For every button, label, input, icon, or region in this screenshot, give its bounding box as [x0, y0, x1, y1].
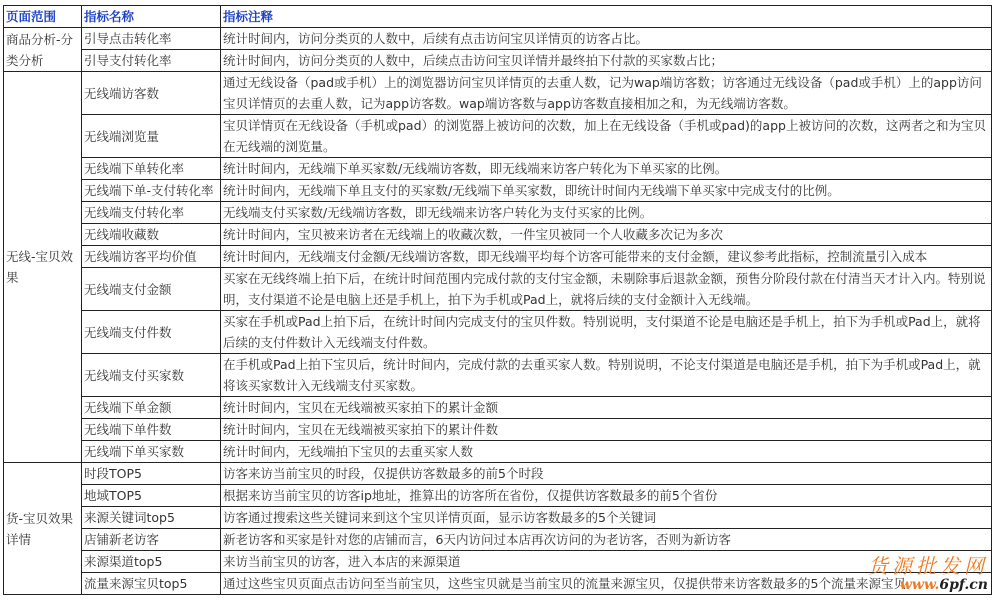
metric-name: 无线端收藏数: [82, 224, 221, 246]
metric-name: 时段TOP5: [82, 463, 221, 485]
scope-cell: 货-宝贝效果详情: [4, 463, 82, 595]
metric-description: 统计时间内，无线端下单且支付的买家数/无线端下单买家数，即统计时间内无线端下单买家中完成支付的比例。: [221, 180, 992, 202]
metric-name: 店铺新老访客: [82, 529, 221, 551]
metric-description: 买家在无线终端上拍下后，在统计时间范围内完成付款的支付宝金额，未剔除事后退款金额，预售分阶段付款在付清当天才计入内。特别说明，支付渠道不论是电脑上还是手机上，拍下为手机或Pad上，就将后续的支付金额计入无线端。: [221, 268, 992, 311]
header-metric-name: 指标名称: [82, 6, 221, 28]
scope-cell: 无线-宝贝效果: [4, 72, 82, 463]
metric-description: 统计时间内，宝贝在无线端被买家拍下的累计金额: [221, 397, 992, 419]
table-row: [4, 246, 992, 268]
metric-name: 无线端支付转化率: [82, 202, 221, 224]
metric-name: 无线端下单金额: [82, 397, 221, 419]
scope-cell: 商品分析-分类分析: [4, 28, 82, 72]
metric-name: 引导点击转化率: [82, 28, 221, 50]
table-row: [4, 311, 992, 354]
metric-description: 在手机或Pad上拍下宝贝后，统计时间内，完成付款的去重买家人数。特别说明，不论支付渠道是电脑还是手机，拍下为手机或Pad上，就将该买家数计入无线端支付买家数。: [221, 354, 992, 397]
metric-description: 统计时间内，访问分类页的人数中，后续有点击访问宝贝详情页的访客占比。: [221, 28, 992, 50]
table-row: [4, 397, 992, 419]
table-row: [4, 529, 992, 551]
metric-description: 宝贝详情页在无线设备（手机或pad）的浏览器上被访问的次数，加上在无线设备（手机或pad)的app上被访问的次数，这两者之和为宝贝在无线端的浏览量。: [221, 115, 992, 158]
metric-description: 访客通过搜索这些关键词来到这个宝贝详情页面，显示访客数最多的5个关键词: [221, 507, 992, 529]
metric-description: 通过无线设备（pad或手机）上的浏览器访问宝贝详情页的去重人数，记为wap端访客数；访客通过无线设备（pad或手机）上的app访问宝贝详情页的去重人数，记为app访客数。wap端访客数与app访客数直接相加之和，为无线端访客数。: [221, 72, 992, 115]
metric-name: 来源关键词top5: [82, 507, 221, 529]
table-row: [4, 50, 992, 72]
metric-description: 通过这些宝贝页面点击访问至当前宝贝，这些宝贝就是当前宝贝的流量来源宝贝，仅提供带来访客数最多的5个流量来源宝贝: [221, 573, 992, 595]
table-row: [4, 463, 992, 485]
header-metric-description: 指标注释: [221, 6, 992, 28]
table-row: [4, 158, 992, 180]
metric-description: 统计时间内，宝贝被来访者在无线端上的收藏次数，一件宝贝被同一个人收藏多次记为多次: [221, 224, 992, 246]
watermark-site-name: 货源批发网: [868, 554, 988, 578]
metric-name: 无线端支付件数: [82, 311, 221, 354]
table-row: [4, 507, 992, 529]
metric-description: 来访当前宝贝的访客，进入本店的来源渠道: [221, 551, 992, 573]
table-row: [4, 441, 992, 463]
table-row: [4, 573, 992, 595]
table-header-row: [4, 6, 992, 28]
table-row: [4, 419, 992, 441]
table-row: [4, 485, 992, 507]
metric-name: 无线端访客平均价值: [82, 246, 221, 268]
watermark-www: www.: [899, 577, 940, 593]
table-row: [4, 115, 992, 158]
table-row: [4, 180, 992, 202]
table-row: [4, 224, 992, 246]
metric-description: 访客来访当前宝贝的时段，仅提供访客数最多的前5个时段: [221, 463, 992, 485]
metric-description: 根据来访当前宝贝的访客ip地址，推算出的访客所在省份，仅提供访客数最多的前5个省份: [221, 485, 992, 507]
metric-description: 统计时间内，访问分类页的人数中，后续点击访问宝贝详情并最终拍下付款的买家数占比；: [221, 50, 992, 72]
metric-description: 买家在手机或Pad上拍下后，在统计时间内完成支付的宝贝件数。特别说明，支付渠道不论是电脑还是手机上，拍下为手机或Pad上，就将后续的支付件数计入无线端支付件数。: [221, 311, 992, 354]
metric-name: 无线端支付买家数: [82, 354, 221, 397]
table-row: [4, 28, 992, 50]
table-row: [4, 72, 992, 115]
metric-name: 无线端浏览量: [82, 115, 221, 158]
table-row: [4, 268, 992, 311]
metric-description: 统计时间内，无线端下单买家数/无线端访客数，即无线端来访客户转化为下单买家的比例。: [221, 158, 992, 180]
table-row: [4, 202, 992, 224]
metric-name: 无线端下单-支付转化率: [82, 180, 221, 202]
table-row: [4, 551, 992, 573]
metric-name: 无线端下单转化率: [82, 158, 221, 180]
metric-name: 引导支付转化率: [82, 50, 221, 72]
metric-description: 无线端支付买家数/无线端访客数，即无线端来访客户转化为支付买家的比例。: [221, 202, 992, 224]
metric-name: 流量来源宝贝top5: [82, 573, 221, 595]
metric-name: 无线端下单件数: [82, 419, 221, 441]
metrics-definition-table: [3, 5, 992, 595]
header-page-scope: 页面范围: [4, 6, 82, 28]
table-row: [4, 354, 992, 397]
metric-name: 来源渠道top5: [82, 551, 221, 573]
metric-name: 无线端下单买家数: [82, 441, 221, 463]
metric-description: 统计时间内，无线端拍下宝贝的去重买家人数: [221, 441, 992, 463]
watermark-domain: 6pf.cn: [939, 577, 988, 593]
metric-description: 统计时间内，无线端支付金额/无线端访客数，即无线端平均每个访客可能带来的支付金额，建议参考此指标，控制流量引入成本: [221, 246, 992, 268]
metric-name: 无线端访客数: [82, 72, 221, 115]
metric-description: 统计时间内，宝贝在无线端被买家拍下的累计件数: [221, 419, 992, 441]
metric-name: 地域TOP5: [82, 485, 221, 507]
metric-name: 无线端支付金额: [82, 268, 221, 311]
metric-description: 新老访客和买家是针对您的店铺而言，6天内访问过本店再次访问的为老访客，否则为新访客: [221, 529, 992, 551]
